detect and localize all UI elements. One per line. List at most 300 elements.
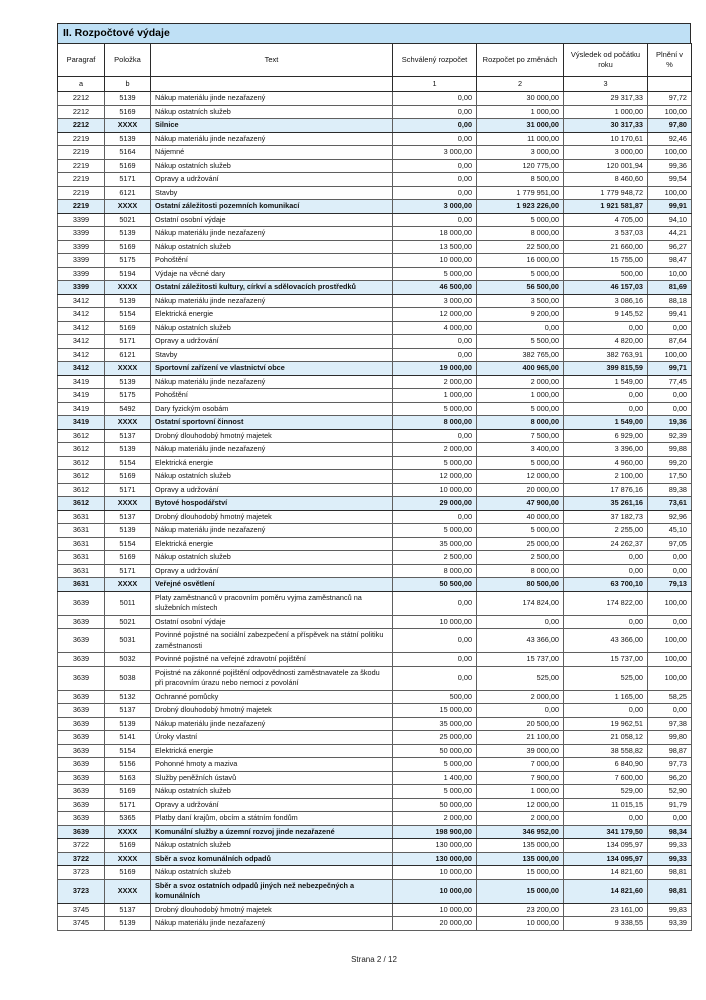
paragraf-cell: 3639 (58, 653, 105, 667)
paragraf-cell: 3639 (58, 717, 105, 731)
approved-budget-cell: 12 000,00 (393, 470, 477, 484)
percent-cell: 100,00 (648, 348, 692, 362)
text-cell: Nákup materiálu jinde nezařazený (151, 92, 393, 106)
paragraf-cell: 3639 (58, 591, 105, 615)
polozka-cell: 5021 (105, 615, 151, 629)
approved-budget-cell: 8 000,00 (393, 564, 477, 578)
amended-budget-cell: 1 923 226,00 (477, 200, 564, 214)
text-cell: Platby daní krajům, obcím a státním fondům (151, 812, 393, 826)
text-cell: Platy zaměstnanců v pracovním poměru vyjma zaměstnanců na služebních místech (151, 591, 393, 615)
approved-budget-cell: 8 000,00 (393, 416, 477, 430)
percent-cell: 93,39 (648, 917, 692, 931)
paragraf-cell: 3612 (58, 497, 105, 511)
table-row (58, 839, 692, 853)
result-cell: 3 396,00 (564, 443, 648, 457)
percent-cell: 97,05 (648, 537, 692, 551)
polozka-cell: XXXX (105, 119, 151, 133)
table-row (58, 690, 692, 704)
column-header-schvaleny-rozpocet: Schválený rozpočet (393, 44, 477, 77)
text-cell: Opravy a udržování (151, 564, 393, 578)
amended-budget-cell: 11 000,00 (477, 132, 564, 146)
table-row (58, 375, 692, 389)
amended-budget-cell: 135 000,00 (477, 839, 564, 853)
budget-expenditure-table (57, 43, 692, 931)
result-cell: 7 600,00 (564, 771, 648, 785)
polozka-cell: 5139 (105, 443, 151, 457)
approved-budget-cell: 5 000,00 (393, 524, 477, 538)
paragraf-cell: 3412 (58, 348, 105, 362)
text-cell: Úroky vlastní (151, 731, 393, 745)
table-row (58, 917, 692, 931)
text-cell: Nákup ostatních služeb (151, 321, 393, 335)
amended-budget-cell: 3 400,00 (477, 443, 564, 457)
polozka-cell: XXXX (105, 825, 151, 839)
document-page (57, 23, 691, 964)
text-cell: Sběr a svoz ostatních odpadů jiných než nebezpečných a komunálních (151, 879, 393, 903)
approved-budget-cell: 29 000,00 (393, 497, 477, 511)
table-row (58, 348, 692, 362)
text-cell: Ostatní záležitosti pozemních komunikací (151, 200, 393, 214)
result-cell: 9 338,55 (564, 917, 648, 931)
paragraf-cell: 3639 (58, 785, 105, 799)
table-row (58, 443, 692, 457)
result-cell: 4 960,00 (564, 456, 648, 470)
percent-cell: 0,00 (648, 551, 692, 565)
paragraf-cell: 3639 (58, 666, 105, 690)
text-cell: Drobný dlouhodobý hmotný majetek (151, 903, 393, 917)
percent-cell: 97,80 (648, 119, 692, 133)
approved-budget-cell: 0,00 (393, 132, 477, 146)
approved-budget-cell: 5 000,00 (393, 402, 477, 416)
approved-budget-cell: 0,00 (393, 92, 477, 106)
amended-budget-cell: 8 000,00 (477, 416, 564, 430)
text-cell: Veřejné osvětlení (151, 578, 393, 592)
table-row (58, 771, 692, 785)
polozka-cell: 5169 (105, 321, 151, 335)
amended-budget-cell: 346 952,00 (477, 825, 564, 839)
result-cell: 23 161,00 (564, 903, 648, 917)
result-cell: 134 095,97 (564, 839, 648, 853)
approved-budget-cell: 5 000,00 (393, 267, 477, 281)
paragraf-cell: 3612 (58, 443, 105, 457)
approved-budget-cell: 20 000,00 (393, 917, 477, 931)
result-cell: 525,00 (564, 666, 648, 690)
percent-cell: 99,80 (648, 731, 692, 745)
polozka-cell: 5137 (105, 510, 151, 524)
polozka-cell: 5137 (105, 903, 151, 917)
amended-budget-cell: 5 000,00 (477, 524, 564, 538)
amended-budget-cell: 2 000,00 (477, 690, 564, 704)
polozka-cell: 5365 (105, 812, 151, 826)
amended-budget-cell: 10 000,00 (477, 917, 564, 931)
polozka-cell: 5175 (105, 389, 151, 403)
table-row (58, 227, 692, 241)
text-cell: Povinné pojistné na sociální zabezpečení a příspěvek na státní politiku zaměstnanosti (151, 629, 393, 653)
table-row (58, 335, 692, 349)
approved-budget-cell: 0,00 (393, 213, 477, 227)
paragraf-cell: 3639 (58, 615, 105, 629)
approved-budget-cell: 4 000,00 (393, 321, 477, 335)
text-cell: Nákup ostatních služeb (151, 470, 393, 484)
amended-budget-cell: 5 000,00 (477, 213, 564, 227)
percent-cell: 99,20 (648, 456, 692, 470)
polozka-cell: 5164 (105, 146, 151, 160)
polozka-cell: 5154 (105, 456, 151, 470)
table-row (58, 744, 692, 758)
result-cell: 120 001,94 (564, 159, 648, 173)
polozka-cell: 5139 (105, 375, 151, 389)
table-row (58, 92, 692, 106)
paragraf-cell: 3631 (58, 510, 105, 524)
amended-budget-cell: 7 000,00 (477, 758, 564, 772)
polozka-cell: 5132 (105, 690, 151, 704)
table-row (58, 389, 692, 403)
approved-budget-cell: 2 000,00 (393, 375, 477, 389)
result-cell: 0,00 (564, 704, 648, 718)
text-cell: Silnice (151, 119, 393, 133)
percent-cell: 0,00 (648, 704, 692, 718)
table-row (58, 903, 692, 917)
amended-budget-cell: 56 500,00 (477, 281, 564, 295)
summary-row (58, 119, 692, 133)
result-cell: 4 705,00 (564, 213, 648, 227)
result-cell: 174 822,00 (564, 591, 648, 615)
polozka-cell: 5171 (105, 798, 151, 812)
summary-row (58, 416, 692, 430)
text-cell: Nákup ostatních služeb (151, 240, 393, 254)
paragraf-cell: 3631 (58, 564, 105, 578)
result-cell: 1 549,00 (564, 416, 648, 430)
text-cell: Elektrická energie (151, 744, 393, 758)
amended-budget-cell: 5 000,00 (477, 456, 564, 470)
percent-cell: 44,21 (648, 227, 692, 241)
text-cell: Nákup ostatních služeb (151, 866, 393, 880)
result-cell: 14 821,60 (564, 866, 648, 880)
table-row (58, 866, 692, 880)
paragraf-cell: 3631 (58, 551, 105, 565)
approved-budget-cell: 35 000,00 (393, 537, 477, 551)
paragraf-cell: 3745 (58, 903, 105, 917)
polozka-cell: 5139 (105, 524, 151, 538)
amended-budget-cell: 20 000,00 (477, 483, 564, 497)
column-header-text: Text (151, 44, 393, 77)
amended-budget-cell: 25 000,00 (477, 537, 564, 551)
percent-cell: 100,00 (648, 653, 692, 667)
percent-cell: 100,00 (648, 591, 692, 615)
approved-budget-cell: 10 000,00 (393, 866, 477, 880)
column-header-rozpocet-po-zmenach: Rozpočet po změnách (477, 44, 564, 77)
polozka-cell: 5171 (105, 483, 151, 497)
result-cell: 0,00 (564, 389, 648, 403)
paragraf-cell: 3639 (58, 704, 105, 718)
amended-budget-cell: 80 500,00 (477, 578, 564, 592)
polozka-cell: 5492 (105, 402, 151, 416)
approved-budget-cell: 0,00 (393, 510, 477, 524)
paragraf-cell: 3399 (58, 281, 105, 295)
amended-budget-cell: 5 500,00 (477, 335, 564, 349)
result-cell: 500,00 (564, 267, 648, 281)
text-cell: Nákup materiálu jinde nezařazený (151, 443, 393, 457)
text-cell: Pohonné hmoty a maziva (151, 758, 393, 772)
subheader-3: 3 (564, 77, 648, 92)
table-row (58, 704, 692, 718)
polozka-cell: 6121 (105, 348, 151, 362)
approved-budget-cell: 10 000,00 (393, 879, 477, 903)
amended-budget-cell: 43 366,00 (477, 629, 564, 653)
percent-cell: 91,79 (648, 798, 692, 812)
result-cell: 6 840,90 (564, 758, 648, 772)
paragraf-cell: 3639 (58, 825, 105, 839)
amended-budget-cell: 525,00 (477, 666, 564, 690)
paragraf-cell: 3639 (58, 731, 105, 745)
result-cell: 399 815,59 (564, 362, 648, 376)
table-row (58, 551, 692, 565)
percent-cell: 45,10 (648, 524, 692, 538)
amended-budget-cell: 7 900,00 (477, 771, 564, 785)
polozka-cell: 5154 (105, 308, 151, 322)
table-row (58, 812, 692, 826)
amended-budget-cell: 1 000,00 (477, 389, 564, 403)
paragraf-cell: 2212 (58, 92, 105, 106)
percent-cell: 99,54 (648, 173, 692, 187)
paragraf-cell: 2219 (58, 186, 105, 200)
polozka-cell: 5169 (105, 839, 151, 853)
table-row (58, 146, 692, 160)
text-cell: Služby peněžních ústavů (151, 771, 393, 785)
approved-budget-cell: 25 000,00 (393, 731, 477, 745)
table-row (58, 213, 692, 227)
text-cell: Výdaje na věcné dary (151, 267, 393, 281)
approved-budget-cell: 50 000,00 (393, 798, 477, 812)
percent-cell: 98,81 (648, 866, 692, 880)
result-cell: 529,00 (564, 785, 648, 799)
approved-budget-cell: 2 000,00 (393, 443, 477, 457)
result-cell: 35 261,16 (564, 497, 648, 511)
table-row (58, 524, 692, 538)
approved-budget-cell: 5 000,00 (393, 758, 477, 772)
amended-budget-cell: 39 000,00 (477, 744, 564, 758)
summary-row (58, 578, 692, 592)
amended-budget-cell: 15 000,00 (477, 866, 564, 880)
paragraf-cell: 3399 (58, 254, 105, 268)
table-row (58, 564, 692, 578)
approved-budget-cell: 0,00 (393, 173, 477, 187)
result-cell: 0,00 (564, 812, 648, 826)
column-header-plneni: Plnění v % (648, 44, 692, 77)
approved-budget-cell: 10 000,00 (393, 615, 477, 629)
amended-budget-cell: 382 765,00 (477, 348, 564, 362)
amended-budget-cell: 5 000,00 (477, 402, 564, 416)
result-cell: 46 157,03 (564, 281, 648, 295)
subheader-1: 1 (393, 77, 477, 92)
percent-cell: 100,00 (648, 666, 692, 690)
percent-cell: 100,00 (648, 629, 692, 653)
percent-cell: 98,81 (648, 879, 692, 903)
table-row (58, 653, 692, 667)
table-row (58, 731, 692, 745)
paragraf-cell: 3639 (58, 771, 105, 785)
table-row (58, 132, 692, 146)
percent-cell: 52,90 (648, 785, 692, 799)
paragraf-cell: 3639 (58, 629, 105, 653)
subheader-b: b (105, 77, 151, 92)
result-cell: 2 255,00 (564, 524, 648, 538)
polozka-cell: 5154 (105, 744, 151, 758)
text-cell: Nákup ostatních služeb (151, 839, 393, 853)
paragraf-cell: 3419 (58, 375, 105, 389)
approved-budget-cell: 3 000,00 (393, 146, 477, 160)
percent-cell: 100,00 (648, 105, 692, 119)
table-row (58, 666, 692, 690)
result-cell: 19 962,51 (564, 717, 648, 731)
text-cell: Ostatní osobní výdaje (151, 615, 393, 629)
result-cell: 15 755,00 (564, 254, 648, 268)
polozka-cell: 5194 (105, 267, 151, 281)
amended-budget-cell: 400 965,00 (477, 362, 564, 376)
text-cell: Nájemné (151, 146, 393, 160)
percent-cell: 0,00 (648, 389, 692, 403)
result-cell: 134 095,97 (564, 852, 648, 866)
percent-cell: 77,45 (648, 375, 692, 389)
table-body (58, 92, 692, 931)
result-cell: 21 660,00 (564, 240, 648, 254)
text-cell: Opravy a udržování (151, 173, 393, 187)
polozka-cell: XXXX (105, 578, 151, 592)
polozka-cell: 5169 (105, 159, 151, 173)
approved-budget-cell: 500,00 (393, 690, 477, 704)
approved-budget-cell: 5 000,00 (393, 456, 477, 470)
text-cell: Ostatní sportovní činnost (151, 416, 393, 430)
table-row (58, 173, 692, 187)
paragraf-cell: 3412 (58, 362, 105, 376)
polozka-cell: XXXX (105, 281, 151, 295)
table-row (58, 240, 692, 254)
percent-cell: 0,00 (648, 615, 692, 629)
percent-cell: 88,18 (648, 294, 692, 308)
result-cell: 21 058,12 (564, 731, 648, 745)
text-cell: Nákup materiálu jinde nezařazený (151, 524, 393, 538)
paragraf-cell: 3722 (58, 852, 105, 866)
percent-cell: 81,69 (648, 281, 692, 295)
result-cell: 37 182,73 (564, 510, 648, 524)
amended-budget-cell: 30 000,00 (477, 92, 564, 106)
approved-budget-cell: 1 400,00 (393, 771, 477, 785)
paragraf-cell: 2212 (58, 119, 105, 133)
table-row (58, 254, 692, 268)
text-cell: Nákup materiálu jinde nezařazený (151, 227, 393, 241)
approved-budget-cell: 12 000,00 (393, 308, 477, 322)
result-cell: 1 779 948,72 (564, 186, 648, 200)
table-row (58, 159, 692, 173)
paragraf-cell: 2219 (58, 173, 105, 187)
approved-budget-cell: 13 500,00 (393, 240, 477, 254)
polozka-cell: 5141 (105, 731, 151, 745)
result-cell: 63 700,10 (564, 578, 648, 592)
result-cell: 1 549,00 (564, 375, 648, 389)
text-cell: Opravy a udržování (151, 483, 393, 497)
amended-budget-cell: 1 000,00 (477, 105, 564, 119)
result-cell: 3 086,16 (564, 294, 648, 308)
approved-budget-cell: 50 500,00 (393, 578, 477, 592)
percent-cell: 99,83 (648, 903, 692, 917)
approved-budget-cell: 46 500,00 (393, 281, 477, 295)
polozka-cell: 5011 (105, 591, 151, 615)
percent-cell: 19,36 (648, 416, 692, 430)
text-cell: Nákup materiálu jinde nezařazený (151, 917, 393, 931)
percent-cell: 99,33 (648, 839, 692, 853)
amended-budget-cell: 2 500,00 (477, 551, 564, 565)
amended-budget-cell: 5 000,00 (477, 267, 564, 281)
amended-budget-cell: 135 000,00 (477, 852, 564, 866)
percent-cell: 99,36 (648, 159, 692, 173)
polozka-cell: XXXX (105, 416, 151, 430)
paragraf-cell: 2212 (58, 105, 105, 119)
table-row (58, 798, 692, 812)
amended-budget-cell: 23 200,00 (477, 903, 564, 917)
polozka-cell: XXXX (105, 879, 151, 903)
result-cell: 38 558,82 (564, 744, 648, 758)
polozka-cell: 5171 (105, 173, 151, 187)
approved-budget-cell: 5 000,00 (393, 785, 477, 799)
approved-budget-cell: 0,00 (393, 666, 477, 690)
percent-cell: 73,61 (648, 497, 692, 511)
page-number: Strana 2 / 12 (351, 954, 397, 964)
table-row (58, 186, 692, 200)
approved-budget-cell: 198 900,00 (393, 825, 477, 839)
table-row (58, 510, 692, 524)
amended-budget-cell: 3 500,00 (477, 294, 564, 308)
polozka-cell: 5169 (105, 551, 151, 565)
paragraf-cell: 3412 (58, 308, 105, 322)
percent-cell: 100,00 (648, 186, 692, 200)
subheader-pct (648, 77, 692, 92)
polozka-cell: 5137 (105, 704, 151, 718)
polozka-cell: XXXX (105, 497, 151, 511)
percent-cell: 17,50 (648, 470, 692, 484)
amended-budget-cell: 15 000,00 (477, 879, 564, 903)
text-cell: Elektrická energie (151, 537, 393, 551)
percent-cell: 98,34 (648, 825, 692, 839)
polozka-cell: 5171 (105, 335, 151, 349)
table-row (58, 785, 692, 799)
table-row (58, 321, 692, 335)
amended-budget-cell: 8 000,00 (477, 227, 564, 241)
polozka-cell: 5175 (105, 254, 151, 268)
amended-budget-cell: 1 779 951,00 (477, 186, 564, 200)
percent-cell: 0,00 (648, 564, 692, 578)
percent-cell: 98,47 (648, 254, 692, 268)
table-row (58, 615, 692, 629)
percent-cell: 99,88 (648, 443, 692, 457)
amended-budget-cell: 47 900,00 (477, 497, 564, 511)
polozka-cell: 5038 (105, 666, 151, 690)
percent-cell: 92,46 (648, 132, 692, 146)
result-cell: 29 317,33 (564, 92, 648, 106)
amended-budget-cell: 0,00 (477, 615, 564, 629)
text-cell: Ochranné pomůcky (151, 690, 393, 704)
table-row (58, 717, 692, 731)
text-cell: Bytové hospodářství (151, 497, 393, 511)
result-cell: 3 000,00 (564, 146, 648, 160)
text-cell: Ostatní záležitosti kultury, církví a sdělovacích prostředků (151, 281, 393, 295)
text-cell: Opravy a udržování (151, 335, 393, 349)
amended-budget-cell: 15 737,00 (477, 653, 564, 667)
approved-budget-cell: 0,00 (393, 591, 477, 615)
paragraf-cell: 3612 (58, 483, 105, 497)
polozka-cell: XXXX (105, 362, 151, 376)
text-cell: Nákup materiálu jinde nezařazený (151, 717, 393, 731)
polozka-cell: 5154 (105, 537, 151, 551)
